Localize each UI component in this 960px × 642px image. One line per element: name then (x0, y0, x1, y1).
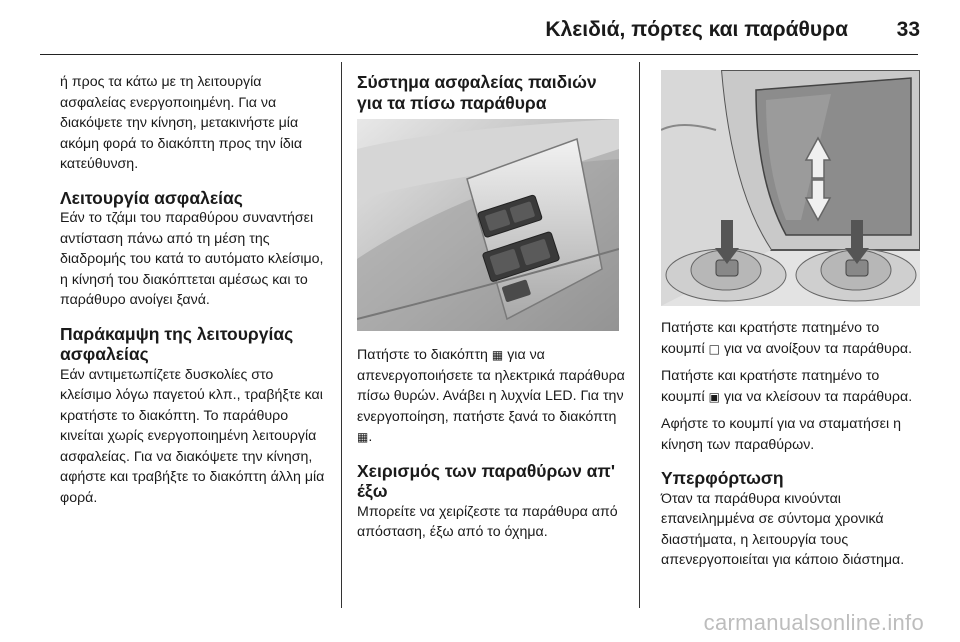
watermark: carmanualsonline.info (703, 610, 924, 635)
paragraph-close-windows: Πατήστε και κρατήστε πατημένο το κουμπί ▣ για να κλείσουν τα παράθυρα. (661, 366, 925, 407)
page-number: 33 (896, 18, 920, 41)
paragraph-override-safety: Εάν αντιμετωπίζετε δυσκολίες στο κλείσιμο λόγω παγετού κλπ., τραβήξτε και κρατήστε το διακόπτη. Το παράθυρο κινείται χωρίς ενεργοποιημένη λειτουργία ασφαλείας. Για να διακόψετε την κίνηση, αφήστε και τραβήξτε το διακόπτη άλλη μία φορά. (60, 366, 325, 506)
paragraph-continued: ή προς τα κάτω με τη λειτουργία ασφαλείας ενεργοποιημένη. Για να διακόψετε την κίνηση, μετακινήστε μία ακόμη φορά το διακόπτη προς την ίδια κατεύθυνση. (60, 74, 303, 172)
heading-remote-operation: Χειρισμός των παραθύρων απ' έξω (357, 460, 615, 501)
paragraph-release-button: Αφήστε το κουμπί για να σταματήσει η κίνηση των παραθύρων. (661, 416, 901, 453)
heading-overload: Υπερφόρτωση (661, 468, 784, 488)
paragraph-overload: Όταν τα παράθυρα κινούνται επανειλημμένα σε σύντομα χρονικά διαστήματα, η λειτουργία τους απενεργοποιείται για κάποιο διάστημα. (661, 490, 905, 568)
paragraph-remote-operation: Μπορείτε να χειρίζεστε τα παράθυρα από απόσταση, έξω από το όχημα. (357, 503, 618, 540)
heading-child-safety: Σύστημα ασφαλείας παιδιών για τα πίσω παράθυρα (357, 72, 597, 113)
column-3 (661, 72, 925, 571)
child-lock-switch-icon: ▦ (491, 348, 504, 362)
column-divider-2 (639, 62, 640, 608)
lock-button-icon: ▣ (708, 389, 720, 404)
paragraph-open-windows: Πατήστε και κρατήστε πατημένο το κουμπί □ για να ανοίξουν τα παράθυρα. (661, 318, 925, 359)
header-rule (40, 54, 918, 55)
paragraph-child-safety: Πατήστε το διακόπτη ▦ για να απενεργοποιήσετε τα ηλεκτρικά παράθυρα πίσω θυρών. Ανάβει η λυχνία LED. Για την ενεργοποίηση, πατήστε ξανά το διακόπτη ▦. (357, 345, 625, 448)
paragraph-safety-function: Εάν το τζάμι του παραθύρου συναντήσει αντίσταση πάνω από τη μέση της διαδρομής του κατά το αυτόματο κλείσιμο, η κίνησή του διακόπτεται αμέσως και το παράθυρο ανοίγει ξανά. (60, 210, 324, 308)
unlock-button-icon: □ (708, 341, 720, 356)
page-header (0, 18, 960, 48)
heading-override-safety: Παράκαμψη της λειτουργίας ασφαλείας (60, 323, 294, 364)
heading-safety-function: Λειτουργία ασφαλείας (60, 187, 243, 208)
column-divider-1 (341, 62, 342, 608)
page-title: Κλειδιά, πόρτες και παράθυρα (545, 18, 848, 41)
column-2 (357, 72, 625, 543)
child-lock-switch-icon: ▦ (357, 430, 369, 444)
column-1 (60, 72, 328, 508)
remote-window-illustration (661, 70, 920, 306)
window-switch-panel-photo (357, 119, 619, 331)
